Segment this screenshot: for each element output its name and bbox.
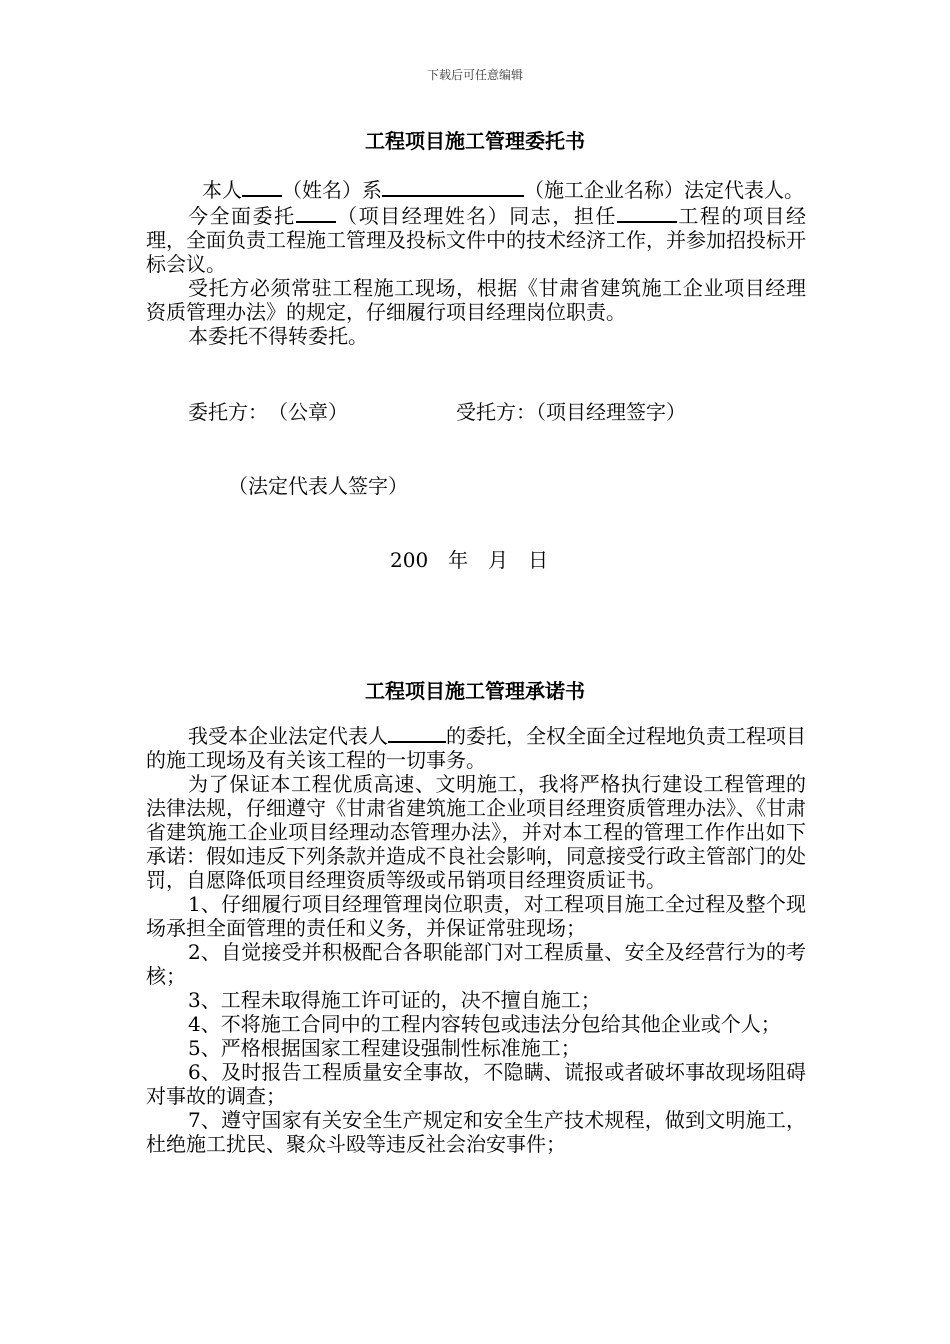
text-fragment: 今全面委托 <box>188 204 296 228</box>
pledge-item: 4、不将施工合同中的工程内容转包或违法分包给其他企业或个人； <box>188 1012 781 1036</box>
entrust-title: 工程项目施工管理委托书 <box>365 129 585 153</box>
text-fragment: 本人 <box>202 178 242 202</box>
blank-project <box>617 202 677 223</box>
pledge-body <box>146 722 806 1156</box>
entrust-body <box>146 176 806 348</box>
legal-rep-sign-label: （法定代表人签字） <box>228 474 408 498</box>
entrust-paragraph-4: 本委托不得转委托。 <box>188 324 368 348</box>
principal-label: 委托方： （公章） <box>188 400 348 424</box>
pledge-item: 5、严格根据国家工程建设强制性标准施工； <box>188 1036 581 1060</box>
pledge-item: 3、工程未取得施工许可证的，决不擅自施工； <box>188 988 601 1012</box>
date-line: 200 年 月 日 <box>390 548 549 572</box>
text-fragment: （施工企业名称）法定代表人。 <box>524 178 804 202</box>
blank-company <box>382 176 524 197</box>
entrust-paragraph-2 <box>146 202 806 276</box>
blank-manager-name <box>296 202 336 223</box>
text-fragment: 工程的项目经理，全面负责工程施工管理及投标文件中的技术经济工作，并参加招投标开标会议。 <box>146 204 807 276</box>
pledge-paragraph-2: 为了保证本工程优质高速、文明施工，我将严格执行建设工程管理的法律法规，仔细遵守《甘肃省建筑施工企业项目经理资质管理办法》、《甘肃省建筑施工企业项目经理动态管理办法》，并对本工程的管理工作作出如下承诺：假如违反下列条款并造成不良社会影响，同意接受行政主管部门的处罚，自愿降低项目经理资质等级或吊销项目经理资质证书。 <box>146 772 806 892</box>
blank-legal-rep <box>388 722 446 743</box>
text-fragment: 的委托，全权全面全过程地负责工程项目的施工现场及有关该工程的一切事务。 <box>146 724 806 772</box>
entrust-paragraph-3: 受托方必须常驻工程施工现场，根据《甘肃省建筑施工企业项目经理资质管理办法》的规定，仔细履行项目经理岗位职责。 <box>146 276 806 324</box>
text-fragment: 我受本企业法定代表人 <box>188 724 388 748</box>
header-note: 下载后可任意编辑 <box>426 68 523 82</box>
pledge-paragraph-1 <box>146 722 806 772</box>
text-fragment: （项目经理姓名）同志，担任 <box>335 204 617 228</box>
pledge-item: 1、仔细履行项目经理管理岗位职责，对工程项目施工全过程及整个现场承担全面管理的责任和义务，并保证常驻现场； <box>146 892 806 940</box>
pledge-title: 工程项目施工管理承诺书 <box>365 679 585 703</box>
pledge-item: 7、遵守国家有关安全生产规定和安全生产技术规程，做到文明施工，杜绝施工扰民、聚众斗殴等违反社会治安事件； <box>146 1108 806 1156</box>
pledge-item: 6、及时报告工程质量安全事故，不隐瞒、谎报或者破坏事故现场阻碍对事故的调查； <box>146 1060 806 1108</box>
pledge-item: 2、自觉接受并积极配合各职能部门对工程质量、安全及经营行为的考核； <box>146 940 806 988</box>
blank-name <box>242 176 282 197</box>
entrust-paragraph-1 <box>146 176 806 202</box>
agent-label: 受托方：（项目经理签字） <box>456 400 686 424</box>
text-fragment: （姓名）系 <box>282 178 382 202</box>
